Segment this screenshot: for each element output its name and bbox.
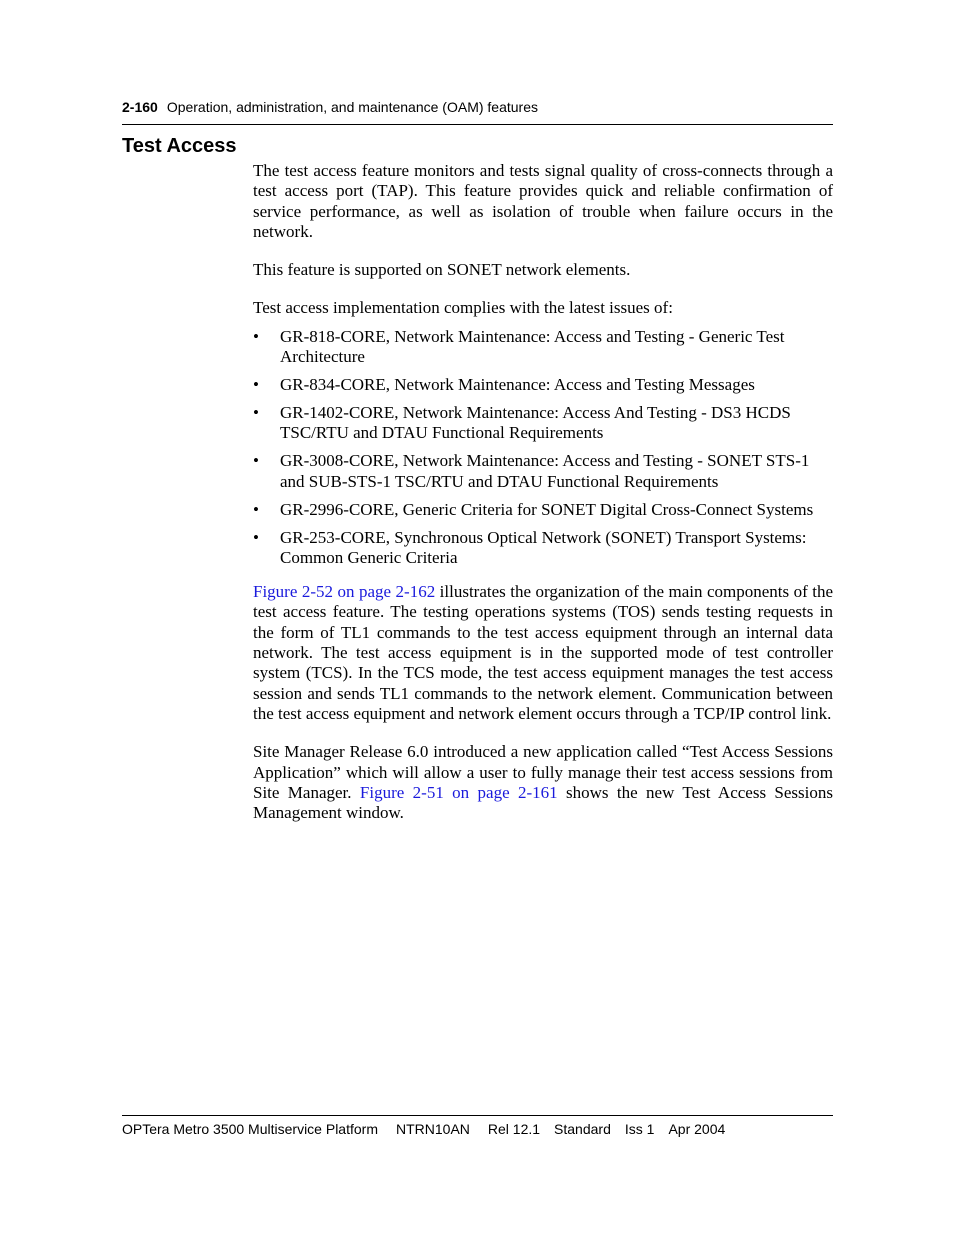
- paragraph-intro-description: The test access feature monitors and tests signal quality of cross-connects through a test access port (TAP). This feature provides quick and reliable confirmation of service performance, as well as isolation of trouble when failure occurs in the network.: [253, 161, 833, 241]
- list-item-text: GR-818-CORE, Network Maintenance: Access and Testing - Generic Test Architecture: [280, 326, 785, 367]
- footer-status: Standard: [554, 1121, 611, 1137]
- list-item: [253, 451, 833, 492]
- list-item-text: GR-834-CORE, Network Maintenance: Access and Testing Messages: [280, 375, 755, 395]
- list-item-text: GR-2996-CORE, Generic Criteria for SONET Digital Cross-Connect Systems: [280, 499, 814, 519]
- chapter-title: Operation, administration, and maintenance (OAM) features: [166, 99, 538, 115]
- bullet-icon: •: [253, 403, 259, 423]
- page-header: [122, 98, 538, 116]
- bullet-icon: •: [253, 527, 259, 547]
- list-item: [253, 403, 833, 444]
- bullet-icon: •: [253, 375, 259, 395]
- bullet-icon: •: [253, 326, 259, 346]
- list-item: [253, 327, 833, 368]
- list-item-text: GR-1402-CORE, Network Maintenance: Access And Testing - DS3 HCDS TSC/RTU and DTAU Functional Requirements: [280, 403, 791, 443]
- list-item-text: GR-253-CORE, Synchronous Optical Network (SONET) Transport Systems: Common Generic Criteria: [280, 527, 807, 567]
- header-rule: [122, 124, 833, 125]
- footer-date: Apr 2004: [668, 1121, 726, 1137]
- page-footer: [122, 1120, 739, 1138]
- list-item: [253, 528, 833, 569]
- list-item: [253, 500, 833, 520]
- paragraph-site-manager-text: Site Manager Release 6.0 introduced a new application called “Test Access Sessions Application” which will allow a user to fully manage their test access sessions from Site Manager.: [253, 742, 833, 802]
- figure-2-51-link[interactable]: Figure 2-51 on page 2-161: [359, 782, 558, 802]
- bullet-icon: •: [253, 499, 259, 519]
- list-item-text: GR-3008-CORE, Network Maintenance: Access and Testing - SONET STS-1 and SUB-STS-1 TSC/RTU and DTAU Functional Requirements: [280, 451, 810, 491]
- footer-doc-number: NTRN10AN: [395, 1121, 470, 1137]
- footer-rule: [122, 1115, 833, 1116]
- paragraph-organization: [253, 582, 833, 724]
- paragraph-organization-text: illustrates the organization of the main components of the test access feature. The testing operations systems (TOS) sends testing requests in the form of TL1 commands to the test access equipment through an internal data network. The test access equipment is in the supported mode of test controller system (TCS). In the TCS mode, the test access equipment manages the test access session and sends TL1 commands to the network element. Communication between the test access equipment and network element occurs through a TCP/IP control link.: [253, 582, 833, 723]
- paragraph-site-manager-text-end: shows the new Test Access Sessions Management window.: [253, 782, 834, 823]
- section-title: Test Access: [122, 135, 237, 157]
- list-item: [253, 375, 833, 395]
- footer-product: OPTera Metro 3500 Multiservice Platform: [122, 1121, 378, 1137]
- standards-list: [253, 327, 833, 568]
- bullet-icon: •: [253, 451, 259, 471]
- paragraph-sonet-support: This feature is supported on SONET network elements.: [253, 260, 631, 280]
- footer-release: Rel 12.1: [487, 1121, 541, 1137]
- figure-2-52-link[interactable]: Figure 2-52 on page 2-162: [253, 582, 436, 602]
- footer-issue: Iss 1: [624, 1121, 655, 1137]
- page-number: 2-160: [122, 99, 158, 115]
- paragraph-compliance-intro: Test access implementation complies with the latest issues of:: [253, 298, 673, 318]
- body-text: [253, 161, 833, 841]
- paragraph-site-manager: [253, 742, 833, 823]
